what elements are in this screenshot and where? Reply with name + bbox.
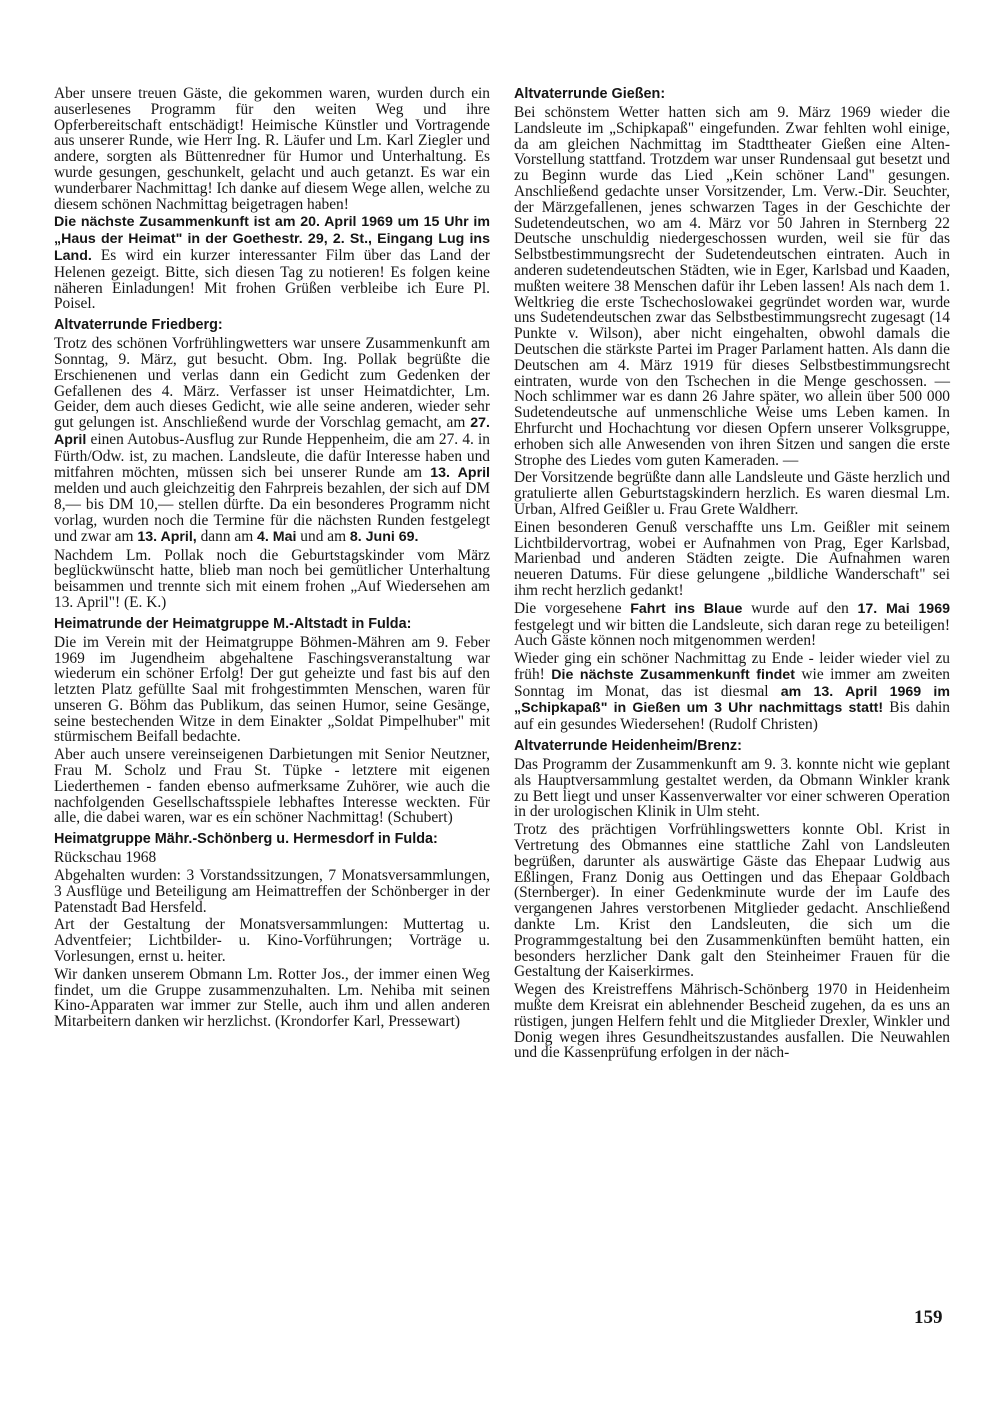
paragraph: Aber auch unsere vereinseigenen Darbietungen mit Senior Neutzner, Frau M. Scholz und Frau St. Tüpke - letztere mit eigenen Liederthemen - fanden ebenso aufmerksame Zuhörer, wie auch die nachfolgenden Gesellschaftsspiele lebhaftes Interesse weckten. Für alle, die dabei waren, war es ein schöner Nachmittag! (Schubert) (54, 746, 490, 827)
paragraph: Rückschau 1968 (54, 849, 157, 867)
paragraph (514, 651, 950, 733)
date-bold: 17. Mai 1969 (857, 600, 950, 617)
section-heading-heidenheim: Altvaterrunde Heidenheim/Brenz: (514, 738, 742, 755)
page-number: 159 (914, 1307, 943, 1328)
date-bold: 8. Juni 69. (349, 528, 419, 545)
date-bold: 13. April (430, 464, 490, 481)
right-column (514, 86, 950, 1063)
paragraph (514, 601, 950, 649)
paragraph: Art der Gestaltung der Monatsversammlungen: Muttertag u. Adventfeier; Lichtbilder- u. Kino-Vorführungen; Vorträge u. Vorlesungen, ernst u. heiter. (54, 916, 490, 966)
paragraph: Wegen des Kreistreffens Mährisch-Schönberg 1970 in Heidenheim mußte dem Kreisrat ein ablehnender Bescheid zugehen, da es uns an rüstigen, jungen Helfern fehlt und die Mitglieder Drexler, Winkler und Donig wegen ihres Gesundheitszustandes ausfallen. Die Neuwahlen und die Kassenprüfung erfolgen in der näch- (514, 981, 950, 1062)
text-run: einen Autobus-Ausflug zur Runde Heppenheim, die am 27. 4. in Fürth/Odw. ist, zu machen. Landsleute, die dafür Interesse haben und mitfahren möchten, müssen sich bei unserer Runde am (54, 430, 490, 481)
next-meeting-bold: Die nächste Zusammenkunft ist am 20. April 1969 um 15 Uhr im „Haus der Heimat" in der Goethestr. 29, 2. St., Eingang Lug ins Land. (54, 214, 490, 264)
paragraph (54, 214, 490, 312)
section-heading-fulda-schoenberg: Heimatgruppe Mähr.-Schönberg u. Hermesdorf in Fulda: (54, 831, 438, 848)
paragraph: Bei schönstem Wetter hatten sich am 9. März 1969 wieder die Landsleute im „Schipkapaß" eingefunden. Zwar fehlten wohl einige, da am gleichen Nachmittag im Stadttheater Gießen eine Alten-Vorstellung stattfand. Trotzdem war unser Rundensaal gut besetzt und zu Beginn wurde das Lied „Kein schöner Land" gesungen. Anschließend gedachte unser Vorsitzender, Lm. Verw.-Dir. Seuchter, der Märzgefallenen, jenes schwarzen Tages in der Geschichte der Sudetendeutschen, wo am 4. März vor 50 Jahren in Sternberg 22 Deutsche unschuldig niedergeschossen wurden, weil sie für das Selbstbestimmungsrecht der Sudetendeutschen eintraten. Auch in anderen sudetendeutschen Städten, wie in Eger, Karlsbad und Kaaden, mußten weitere 38 Menschen dafür ihr Leben lassen! Als nach dem 1. Weltkrieg die erste Tschechoslowakei gegründet worden war, wurde uns Sudetendeutschen zwar das Selbstbestimmungsrecht zugesagt (14 Punkte v. Wilson), aber nicht eingehalten, obwohl damals die Deutschen die stärkste Partei im Prager Parlament hatten. Als dann die Deutschen am 4. März 1919 für dieses Selbstbestimmungsrecht eintraten, wurde von den Tschechen in die Menge geschossen. — Noch schlimmer war es dann 26 Jahre später, wo allein über 500 000 Sudetendeutsche auf unmenschliche Weise ums Leben kamen. In Ehrfurcht und Hochachtung vor diesen Opfern unserer Volksgruppe, erhoben sich alle Anwesenden von ihren Sitzen und sangen die erste Strophe des Liedes vom guten Kameraden. — (514, 104, 950, 469)
text-run: melden und auch gleichzeitig den Fahrpreis bezahlen, der sich auf DM 8,— bis DM 10,— stellen dürfte. Da ein besonderes Programm nicht vorlag, wurden noch die Termine für die nächsten Runden festgelegt und zwar am (54, 480, 490, 545)
date-bold: 13. April, (137, 528, 197, 545)
paragraph: Abgehalten wurden: 3 Vorstandssitzungen, 7 Monatsversammlungen, 3 Ausflüge und Beteiligung am Heimattreffen der Schönberger in der Patenstadt Bad Hersfeld. (54, 867, 490, 916)
paragraph: Aber unsere treuen Gäste, die gekommen waren, wurden durch ein auserlesenes Programm für den weiten Weg und ihre Opferbereitschaft entschädigt! Heimische Künstler und Vortragende aus unserer Runde, wie Herr Ing. R. Läufer und Lm. Karl Ziegler und andere, sorgten als Büttenredner für Humor und Unterhaltung. Es wurde gesungen, geschunkelt, gelacht und auch getanzt. Es war ein wunderbarer Nachmittag! Ich danke auf diesem Wege allen, welche zu diesem schönen Nachmittag beigetragen haben! (54, 85, 490, 213)
text-run: Bis dahin auf ein gesundes Wiedersehen! (Rudolf Christen) (514, 699, 951, 734)
paragraph: Das Programm der Zusammenkunft am 9. 3. konnte nicht wie geplant als Hauptversammlung gestaltet werden, da Obmann Winkler krank zu Bett liegt und unser Kassenverwalter vor einer schweren Operation in der urologischen Klinik in Ulm steht. (514, 756, 950, 821)
paragraph (54, 336, 490, 545)
paragraph: Nachdem Lm. Pollak noch die Geburtstagskinder vom März beglückwünscht hatte, blieb man noch bei gemütlicher Unterhaltung beisammen und trennte sich mit einem frohen „Auf Wiedersehen am 13. April"! (E. K.) (54, 546, 490, 611)
paragraph: Der Vorsitzende begrüßte dann alle Landsleute und Gäste herzlich und gratulierte allen Geburtstagskindern herzlich. Es waren diesmal Lm. Urban, Alfred Geißler u. Frau Grete Waldherr. (514, 469, 950, 518)
text-run: Die vorgesehene (514, 599, 631, 617)
section-heading-giessen: Altvaterrunde Gießen: (514, 86, 666, 102)
text-run: Es wird ein kurzer interessanter Film über das Land der Helenen gezeigt. Bitte, sich diesen Tag zu notieren! Es folgen keine näheren Einladungen! Mit frohen Grüßen verbleibe ich Eure Pl. Poisel. (54, 246, 490, 313)
text-run: wie immer am zweiten Sonntag im Monat, das ist diesmal (514, 665, 950, 700)
paragraph: Wir danken unserem Obmann Lm. Rotter Jos., der immer einen Weg findet, um die Gruppe zusammenzuhalten. Lm. Nehiba mit seinen Kino-Apparaten war immer zur Stelle, auch ihm und allen anderen Mitarbeitern danken wir herzlichst. (Krondorfer Karl, Pressewart) (54, 965, 490, 1031)
text-run: Trotz des schönen Vorfrühlingwetters war unsere Zusammenkunft am Sonntag, 9. März, gut besucht. Obm. Ing. Pollak begrüßte die Erschienenen und verlas dann ein Gedicht zum Gedenken der Gefallenen des 4. März. Verfasser ist unser Heimatdichter, Lm. Geider, dem auch dieses Gedicht, wie alle seine anderen, wieder sehr gut gelungen ist. Anschließend wurde der Vorschlag gemacht, am (54, 335, 490, 432)
left-column (54, 86, 490, 1032)
text-run: Wieder ging ein schöner Nachmittag zu Ende - leider wieder viel zu früh! (514, 650, 950, 683)
date-bold: 4. Mai (257, 528, 297, 545)
date-bold: am 13. April 1969 im „Schipkapaß" in Gießen um 3 Uhr nachmittags statt! (514, 683, 950, 717)
section-heading-friedberg: Altvaterrunde Friedberg: (54, 317, 223, 334)
paragraph: Trotz des prächtigen Vorfrühlingswetters konnte Obl. Krist in Vertretung des Obmannes eine stattliche Zahl von Landsleuten begrüßen, darunter als auswärtige Gäste das Ehepaar Ludwig aus Eßlingen, Franz Donig aus Oettingen und das Ehepaar Goldbach (Sternberger). In einer Gedenkminute wurde der im Laufe des vergangenen Jahres verstorbenen Mitglieder gedacht. Anschließend dankte Lm. Krist den Landsleuten, die sich um die Programmgestaltung bei den Zusammenkünften bemüht hatten, ein besonders herzlicher Dank galt den Steinheimer Frauen für die Gestaltung der Kaiserkirmes. (514, 821, 950, 981)
text-run: wurde auf den (742, 599, 858, 617)
event-bold: Fahrt ins Blaue (630, 600, 743, 617)
date-bold: 27. April (54, 415, 490, 448)
section-heading-fulda-altstadt: Heimatrunde der Heimatgruppe M.-Altstadt in Fulda: (54, 615, 412, 632)
text-run: und am (296, 527, 350, 545)
paragraph: Einen besonderen Genuß verschaffte uns Lm. Geißler mit seinem Lichtbildervortrag, wobei er Aufnahmen von Prag, Eger Karlsbad, Marienbad und anderen Städten zeigte. Die Aufnahmen waren neueren Datums. Für diese gelungene „bildliche Wanderschaft" sei ihm recht herzlich gedankt! (514, 518, 950, 599)
text-run: festgelegt und wir bitten die Landsleute, sich daran rege zu beteiligen! Auch Gäste können noch mitgenommen werden! (514, 616, 950, 650)
text-run: dann am (196, 527, 258, 545)
next-meeting-bold: Die nächste Zusammenkunft findet (551, 666, 795, 683)
paragraph: Die im Verein mit der Heimatgruppe Böhmen-Mähren am 9. Feber 1969 im Jugendheim abgehaltene Faschingsveranstaltung war wiederum ein schöner Erfolg! Der gut geheizte und fast bis auf den letzten Platz gefüllte Saal mit frohgestimmten Menschen, waren für unseren G. Böhm das Publikum, das seinen Humor, seine Gesänge, seine bestechenden Witze in dem Einakter „Soldat Pimpelhuber" mit stürmischem Beifall bedachte. (54, 633, 490, 746)
